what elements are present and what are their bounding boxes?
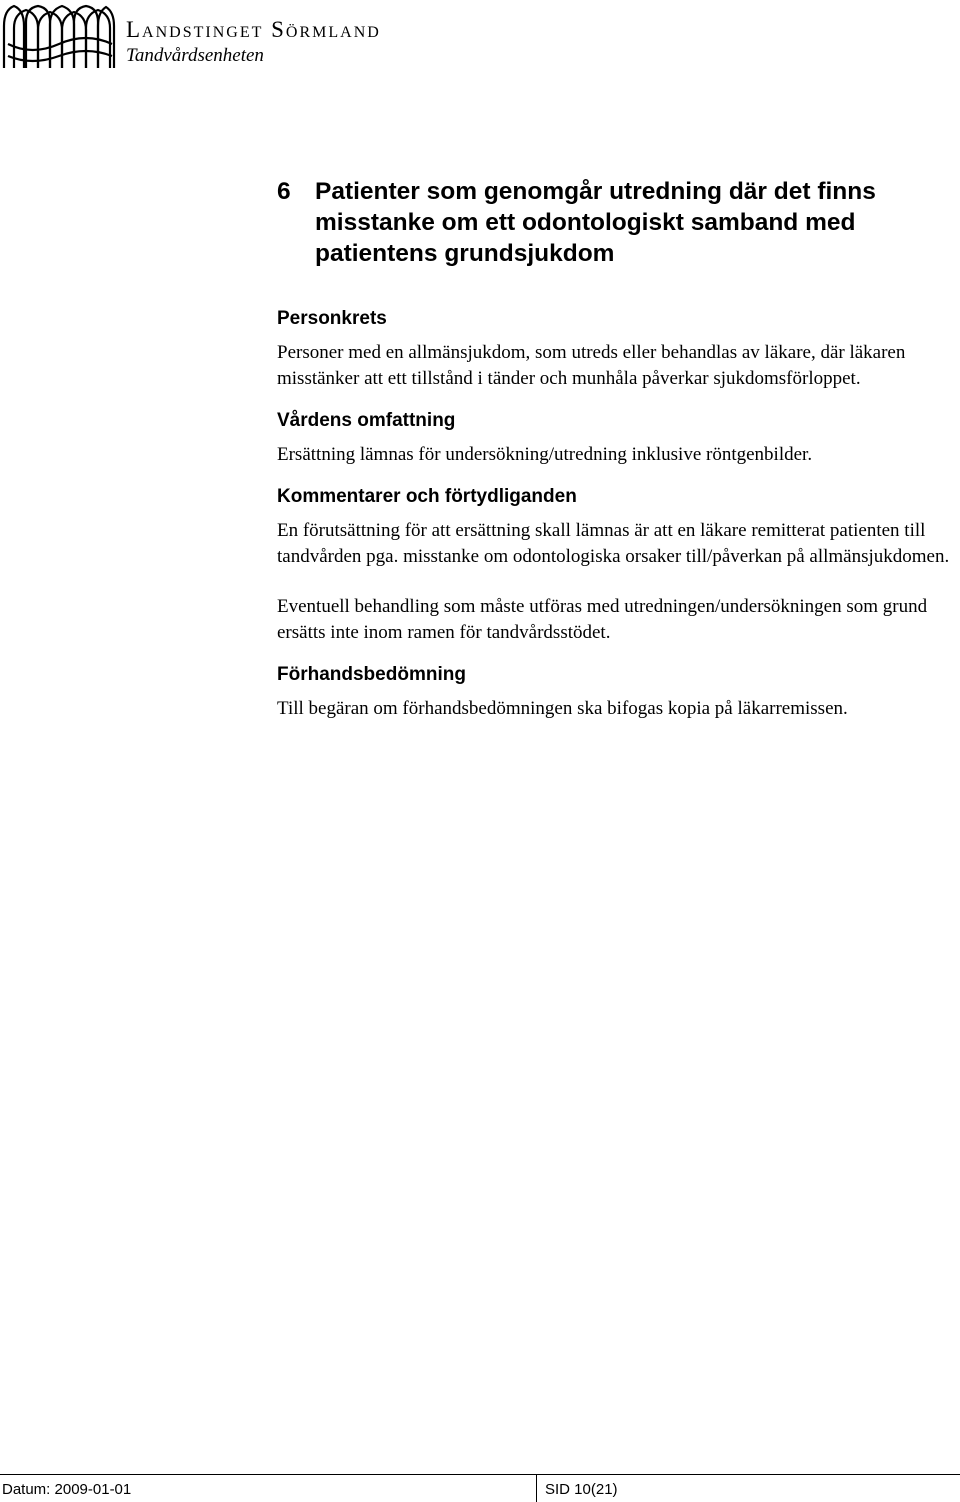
document-body [277, 306, 957, 722]
page-header [2, 4, 422, 70]
section-heading: Personkrets [277, 308, 387, 329]
footer-page-number: SID 10(21) [545, 1481, 618, 1498]
section-heading: Vårdens omfattning [277, 410, 456, 431]
footer-divider [0, 1474, 960, 1475]
footer-date: Datum: 2009-01-01 [2, 1481, 132, 1498]
section-paragraph: Till begäran om förhandsbedömningen ska bifogas kopia på läkarremissen. [277, 698, 848, 719]
section-paragraph: Ersättning lämnas för undersökning/utredning inklusive röntgenbilder. [277, 444, 813, 465]
section-heading: Förhandsbedömning [277, 664, 466, 685]
section-personkrets [277, 306, 957, 392]
footer-column-divider [536, 1474, 537, 1502]
section-forhandsbedomning [277, 662, 957, 722]
chapter-title: Patienter som genomgår utredning där det finns misstanke om ett odontologiskt samband med patientens grundsjukdom [315, 178, 876, 267]
chapter-number: 6 [277, 178, 291, 205]
section-omfattning [277, 408, 957, 468]
organization-name: Landstinget Sörmland [126, 17, 381, 42]
section-paragraph: Personer med en allmänsjukdom, som utreds eller behandlas av läkare, där läkaren misstänker att ett tillstånd i tänder och munhåla påverkar sjukdomsförloppet. [277, 342, 906, 389]
section-kommentarer [277, 484, 957, 646]
section-paragraph: En förutsättning för att ersättning skall lämnas är att en läkare remitterat patienten till tandvården pga. misstanke om odontologiska orsaker till/påverkan på allmänsjukdomen. [277, 520, 950, 567]
unit-name: Tandvårdsenheten [126, 45, 264, 66]
lily-emblem-icon [2, 4, 116, 70]
chapter-heading [277, 176, 917, 269]
section-paragraph: Eventuell behandling som måste utföras med utredningen/undersökningen som grund ersätts inte inom ramen för tandvårdsstödet. [277, 596, 928, 643]
section-heading: Kommentarer och förtydliganden [277, 486, 577, 507]
